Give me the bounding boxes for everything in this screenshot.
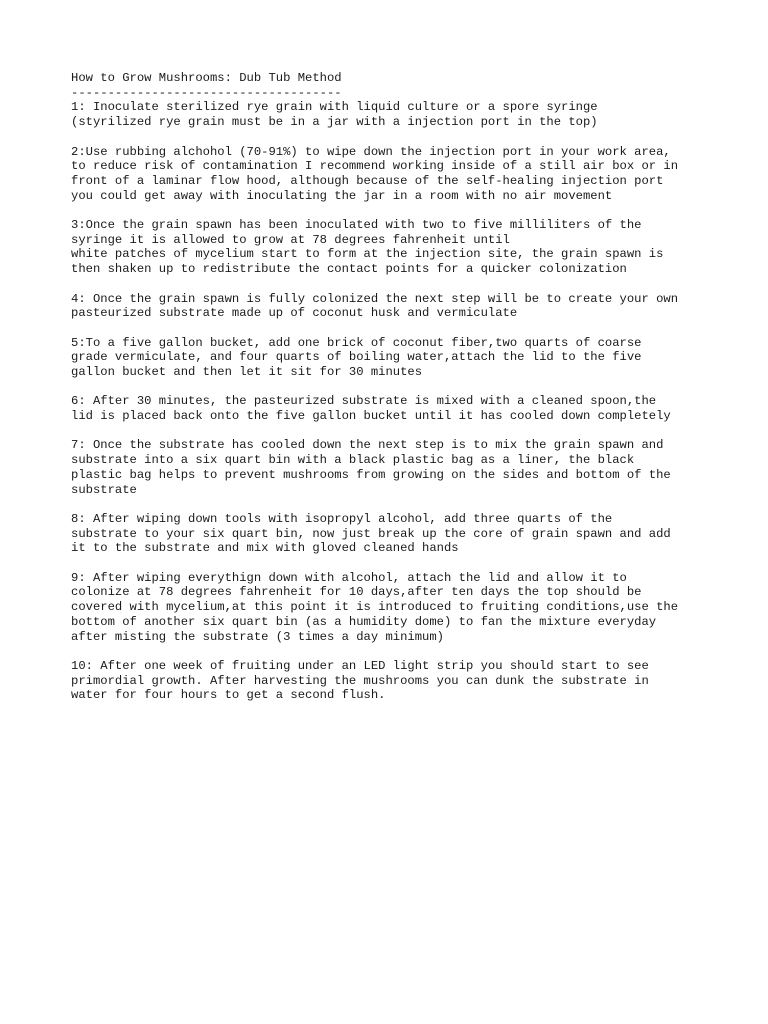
paragraph-list (71, 100, 731, 703)
text-line: gallon bucket and then let it sit for 30 minutes (71, 365, 423, 379)
text-line: 10: After one week of fruiting under an LED light strip you should start to see (71, 658, 649, 673)
text-line: substrate to your six quart bin, now just break up the core of grain spawn and add (71, 526, 671, 541)
text-line: (styrilized rye grain must be in a jar with a injection port in the top) (71, 115, 598, 130)
title-underline: ------------------------------------- (71, 85, 342, 100)
text-line: plastic bag helps to prevent mushrooms from growing on the sides and bottom of the (71, 467, 671, 482)
text-line: white patches of mycelium start to form at the injection site, the grain spawn is (71, 247, 664, 262)
text-line: 9: After wiping everythign down with alcohol, attach the lid and allow it to (71, 570, 627, 585)
text-line: lid is placed back onto the five gallon bucket until it has cooled down completely (71, 409, 671, 424)
step-paragraph-10 (71, 659, 731, 703)
step-paragraph-8 (71, 512, 731, 556)
text-line: 3:Once the grain spawn has been inoculated with two to five milliliters of the (71, 218, 642, 232)
text-line: then shaken up to redistribute the contact points for a quicker colonization (71, 262, 627, 277)
text-line: 6: After 30 minutes, the pasteurized substrate is mixed with a cleaned spoon,the (71, 394, 657, 409)
text-line: 2:Use rubbing alchohol (70-91%) to wipe down the injection port in your work area, (71, 144, 671, 159)
text-line: colonize at 78 degrees fahrenheit for 10 days,after ten days the top should be (71, 585, 642, 600)
step-paragraph-4 (71, 292, 731, 321)
document-title: How to Grow Mushrooms: Dub Tub Method (71, 71, 342, 85)
text-line: you could get away with inoculating the jar in a room with no air movement (71, 188, 613, 203)
step-paragraph-2 (71, 145, 731, 204)
text-line: syringe it is allowed to grow at 78 degrees fahrenheit until (71, 232, 510, 247)
text-line: substrate (71, 482, 137, 497)
text-line: 5:To a five gallon bucket, add one brick of coconut fiber,two quarts of coarse (71, 335, 642, 350)
text-line: covered with mycelium,at this point it is introduced to fruiting conditions,use the (71, 600, 679, 615)
step-paragraph-6 (71, 394, 731, 423)
text-line: after misting the substrate (3 times a day minimum) (71, 629, 444, 644)
text-line: pasteurized substrate made up of coconut husk and vermiculate (71, 306, 518, 321)
step-paragraph-7 (71, 438, 731, 497)
text-line: primordial growth. After harvesting the mushrooms you can dunk the substrate in (71, 673, 649, 688)
text-line: it to the substrate and mix with gloved cleaned hands (71, 541, 459, 556)
text-line: 7: Once the substrate has cooled down the next step is to mix the grain spawn and (71, 438, 664, 453)
text-line: water for four hours to get a second flush. (71, 688, 386, 703)
text-line: bottom of another six quart bin (as a humidity dome) to fan the mixture everyday (71, 614, 657, 629)
text-line: 1: Inoculate sterilized rye grain with liquid culture or a spore syringe (71, 100, 598, 115)
document-page (71, 71, 731, 718)
text-line: 4: Once the grain spawn is fully colonized the next step will be to create your own (71, 291, 679, 306)
text-line: 8: After wiping down tools with isopropyl alcohol, add three quarts of the (71, 511, 613, 526)
step-paragraph-1 (71, 100, 731, 129)
text-line: grade vermiculate, and four quarts of boiling water,attach the lid to the five (71, 350, 642, 365)
step-paragraph-9 (71, 571, 731, 645)
text-line: substrate into a six quart bin with a black plastic bag as a liner, the black (71, 453, 635, 468)
step-paragraph-3 (71, 218, 731, 277)
step-paragraph-5 (71, 336, 731, 380)
text-line: front of a laminar flow hood, although because of the self-healing injection port (71, 173, 664, 188)
text-line: to reduce risk of contamination I recommend working inside of a still air box or in (71, 159, 679, 174)
